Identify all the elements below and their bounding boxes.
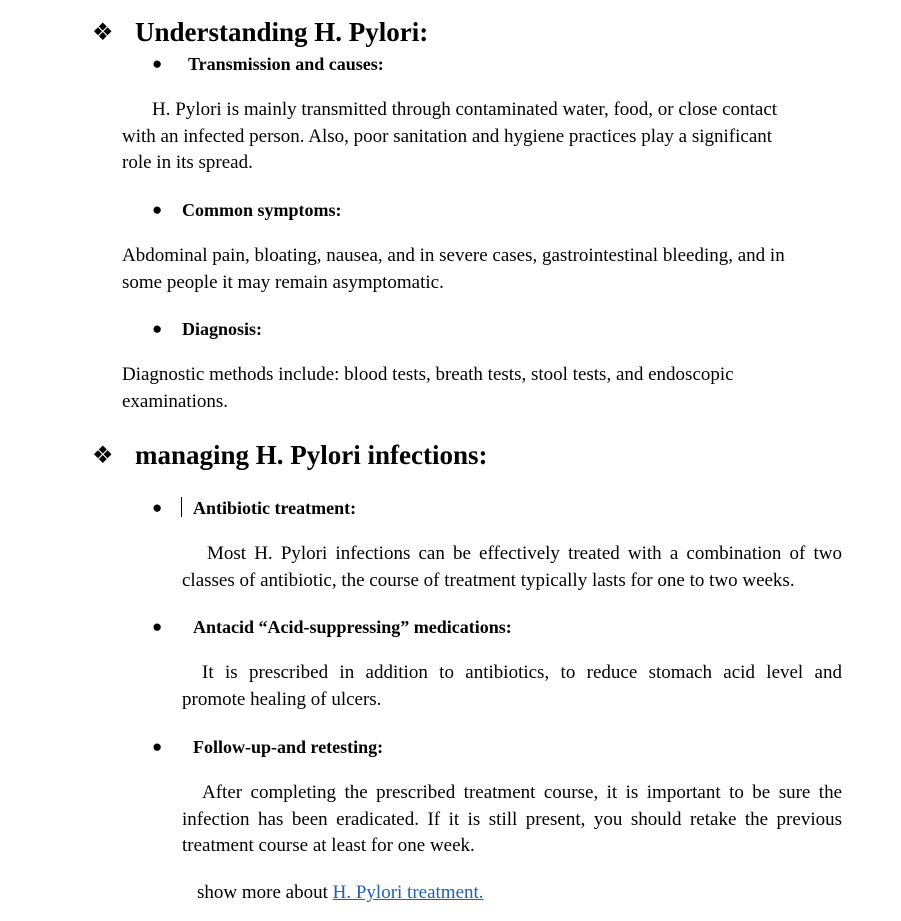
item-title-transmission: Transmission and causes: (188, 54, 384, 74)
bullet-dot-icon: ● (152, 737, 163, 756)
paragraph-line: promote healing of ulcers. (182, 688, 382, 710)
paragraph-line: with an infected person. Also, poor sanitation and hygiene practices play a significant (122, 125, 773, 147)
paragraph-followup (182, 780, 842, 860)
paragraph-line: Most H. Pylori infections can be effectively treated with a combination of two (207, 543, 842, 564)
item-title-followup: Follow-up-and retesting: (193, 737, 384, 757)
paragraph-diagnosis (122, 362, 822, 415)
bullet-dot-icon: ● (152, 617, 163, 636)
paragraph-line: examinations. (122, 390, 229, 412)
paragraph-line: After completing the prescribed treatment course, it is important to be sure the (202, 782, 842, 803)
section-heading-understanding: Understanding H. Pylori: (135, 17, 429, 47)
section-bullet-icon: ❖ (92, 20, 114, 46)
treatment-link[interactable]: H. Pylori treatment. (332, 882, 484, 903)
section-bullet-icon: ❖ (92, 443, 114, 469)
bullet-dot-icon: ● (152, 54, 163, 73)
section-heading-managing: managing H. Pylori infections: (135, 440, 488, 470)
paragraph-line: some people it may remain asymptomatic. (122, 271, 444, 293)
item-title-symptoms: Common symptoms: (182, 200, 342, 220)
paragraph-antibiotic (182, 541, 842, 594)
paragraph-symptoms (122, 243, 832, 296)
bullet-dot-icon: ● (152, 498, 163, 517)
paragraph-line: H. Pylori is mainly transmitted through contaminated water, food, or close contact (152, 99, 778, 120)
paragraph-line: It is prescribed in addition to antibiotics, to reduce stomach acid level and (202, 662, 842, 683)
paragraph-line: Diagnostic methods include: blood tests, breath tests, stool tests, and endoscopic (122, 364, 734, 385)
paragraph-line: role in its spread. (122, 152, 253, 173)
paragraph-antacid (182, 660, 842, 713)
item-title-antacid: Antacid “Acid-suppressing” medications: (193, 617, 512, 637)
paragraph-line: infection has been eradicated. If it is still present, you should retake the previous (182, 808, 842, 830)
bullet-dot-icon: ● (152, 200, 163, 219)
bullet-dot-icon: ● (152, 319, 163, 338)
item-title-antibiotic: Antibiotic treatment: (193, 498, 357, 518)
show-more-prefix: show more about (197, 882, 333, 903)
paragraph-line: classes of antibiotic, the course of treatment typically lasts for one to two weeks. (182, 569, 795, 591)
item-title-diagnosis: Diagnosis: (182, 319, 263, 339)
paragraph-transmission (122, 97, 822, 177)
paragraph-line: treatment course at least for one week. (182, 835, 475, 856)
paragraph-line: Abdominal pain, bloating, nausea, and in severe cases, gastrointestinal bleeding, and in (122, 245, 785, 266)
text-cursor (181, 497, 182, 517)
show-more-line (197, 880, 484, 906)
